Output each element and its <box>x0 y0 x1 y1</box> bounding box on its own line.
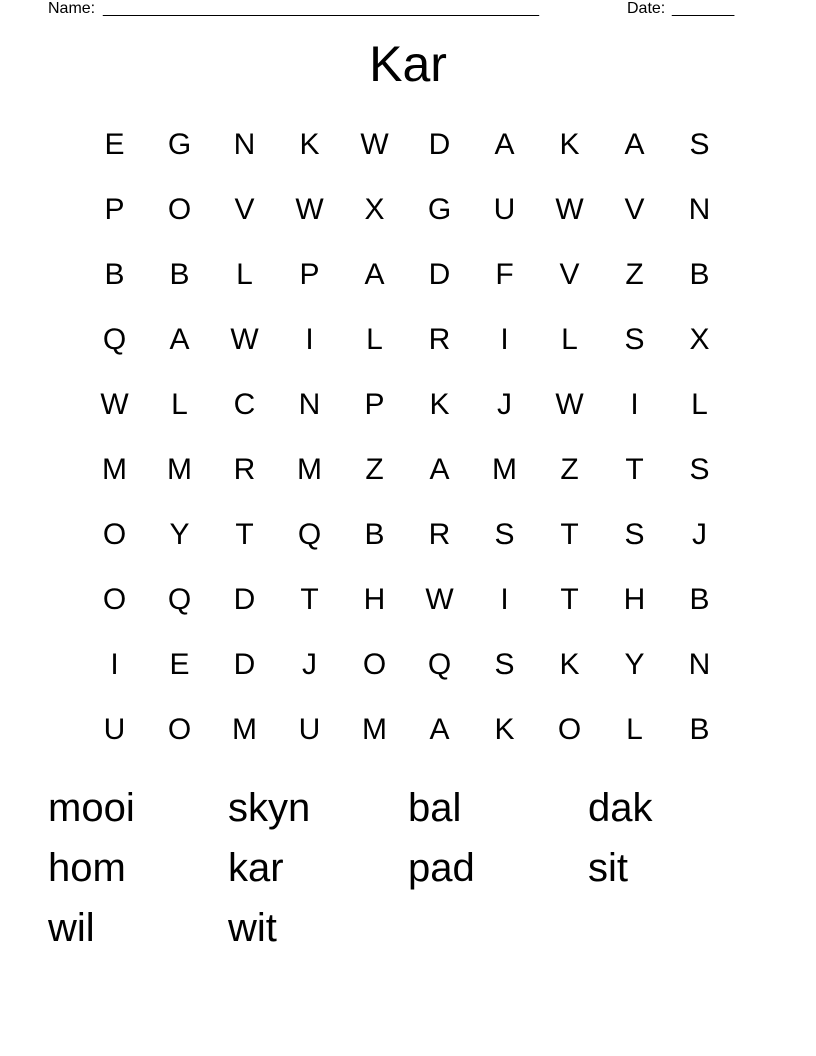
grid-letter: S <box>494 518 515 551</box>
grid-letter: T <box>560 518 579 551</box>
grid-letter: B <box>689 258 710 291</box>
grid-letter: O <box>102 518 127 551</box>
grid-letter: K <box>299 128 320 161</box>
word-bank-item: sit <box>588 846 628 890</box>
grid-letter: O <box>167 193 192 226</box>
grid-letter: S <box>689 453 710 486</box>
grid-letter: T <box>300 583 319 616</box>
grid-letter: M <box>362 713 387 746</box>
grid-letter: Q <box>167 583 192 616</box>
grid-letter: M <box>297 453 322 486</box>
grid-letter: B <box>689 713 710 746</box>
word-bank-item: mooi <box>48 786 135 830</box>
grid-letter: L <box>691 388 708 421</box>
grid-letter: W <box>425 583 454 616</box>
grid-letter: G <box>427 193 452 226</box>
grid-letter: I <box>630 388 639 421</box>
grid-row <box>82 567 732 632</box>
grid-letter: R <box>428 323 451 356</box>
grid-letter: N <box>233 128 256 161</box>
word-bank-item: wit <box>228 906 277 950</box>
grid-letter: W <box>360 128 389 161</box>
grid-letter: U <box>298 713 321 746</box>
grid-letter: W <box>230 323 259 356</box>
grid-letter: L <box>236 258 253 291</box>
grid-row <box>82 502 732 567</box>
grid-letter: R <box>233 453 256 486</box>
grid-letter: W <box>295 193 324 226</box>
name-blank-line: _________________________________________________ <box>103 0 540 17</box>
grid-row <box>82 177 732 242</box>
grid-letter: Q <box>297 518 322 551</box>
grid-letter: A <box>494 128 515 161</box>
grid-row <box>82 632 732 697</box>
grid-letter: K <box>494 713 515 746</box>
date-label: Date: <box>627 0 666 17</box>
grid-letter: M <box>492 453 517 486</box>
grid-letter: P <box>299 258 320 291</box>
grid-row <box>82 242 732 307</box>
grid-letter: K <box>559 128 580 161</box>
grid-letter: E <box>169 648 190 681</box>
grid-letter: I <box>110 648 119 681</box>
grid-letter: V <box>559 258 580 291</box>
grid-letter: R <box>428 518 451 551</box>
grid-letter: W <box>100 388 129 421</box>
grid-letter: T <box>560 583 579 616</box>
grid-letter: M <box>232 713 257 746</box>
grid-letter: I <box>500 583 509 616</box>
grid-letter: U <box>493 193 516 226</box>
grid-letter: V <box>624 193 645 226</box>
grid-letter: D <box>428 128 451 161</box>
grid-letter: H <box>363 583 386 616</box>
grid-letter: D <box>233 583 256 616</box>
grid-letter: K <box>429 388 450 421</box>
grid-letter: B <box>689 583 710 616</box>
grid-row <box>82 437 732 502</box>
grid-letter: S <box>689 128 710 161</box>
grid-letter: B <box>169 258 190 291</box>
grid-letter: A <box>429 453 450 486</box>
grid-letter: G <box>167 128 192 161</box>
word-bank <box>48 784 768 964</box>
grid-letter: H <box>623 583 646 616</box>
grid-letter: B <box>364 518 385 551</box>
grid-letter: A <box>429 713 450 746</box>
grid-row <box>82 697 732 762</box>
grid-letter: I <box>305 323 314 356</box>
grid-letter: Q <box>102 323 127 356</box>
grid-letter: S <box>494 648 515 681</box>
grid-letter: B <box>104 258 125 291</box>
word-bank-item: hom <box>48 846 126 890</box>
grid-letter: T <box>625 453 644 486</box>
grid-letter: N <box>688 193 711 226</box>
word-bank-item: pad <box>408 846 475 890</box>
grid-letter: U <box>103 713 126 746</box>
grid-row <box>82 307 732 372</box>
grid-letter: Z <box>365 453 384 486</box>
grid-letter: X <box>364 193 385 226</box>
grid-letter: J <box>302 648 317 681</box>
grid-letter: M <box>167 453 192 486</box>
grid-letter: I <box>500 323 509 356</box>
grid-letter: L <box>561 323 578 356</box>
grid-letter: J <box>692 518 707 551</box>
grid-letter: V <box>234 193 255 226</box>
grid-row <box>82 372 732 437</box>
word-bank-item: skyn <box>228 786 311 830</box>
grid-letter: O <box>167 713 192 746</box>
worksheet-header <box>48 0 748 18</box>
grid-letter: A <box>624 128 645 161</box>
grid-letter: P <box>104 193 125 226</box>
grid-letter: W <box>555 193 584 226</box>
grid-letter: A <box>169 323 190 356</box>
grid-row <box>82 112 732 177</box>
grid-letter: Z <box>560 453 579 486</box>
grid-letter: O <box>362 648 387 681</box>
grid-letter: W <box>555 388 584 421</box>
grid-letter: L <box>366 323 383 356</box>
grid-letter: L <box>171 388 188 421</box>
grid-letter: S <box>624 323 645 356</box>
grid-letter: Z <box>625 258 644 291</box>
date-blank-line: _______ <box>672 0 735 17</box>
grid-letter: O <box>557 713 582 746</box>
grid-letter: N <box>688 648 711 681</box>
word-bank-item: dak <box>588 786 653 830</box>
grid-letter: F <box>495 258 514 291</box>
grid-letter: X <box>689 323 710 356</box>
word-bank-item: wil <box>48 906 95 950</box>
grid-letter: E <box>104 128 125 161</box>
grid-letter: P <box>364 388 385 421</box>
grid-letter: D <box>233 648 256 681</box>
grid-letter: D <box>428 258 451 291</box>
grid-letter: M <box>102 453 127 486</box>
grid-letter: K <box>559 648 580 681</box>
grid-letter: Y <box>624 648 645 681</box>
grid-letter: S <box>624 518 645 551</box>
word-bank-item: kar <box>228 846 284 890</box>
word-search-grid <box>82 112 732 762</box>
grid-letter: A <box>364 258 385 291</box>
grid-letter: T <box>235 518 254 551</box>
grid-letter: Q <box>427 648 452 681</box>
grid-letter: N <box>298 388 321 421</box>
grid-letter: C <box>233 388 256 421</box>
grid-letter: L <box>626 713 643 746</box>
grid-letter: O <box>102 583 127 616</box>
name-label: Name: <box>48 0 96 17</box>
grid-letter: Y <box>169 518 190 551</box>
word-bank-item: bal <box>408 786 462 830</box>
page-title: Kar <box>369 36 447 92</box>
grid-letter: J <box>497 388 512 421</box>
